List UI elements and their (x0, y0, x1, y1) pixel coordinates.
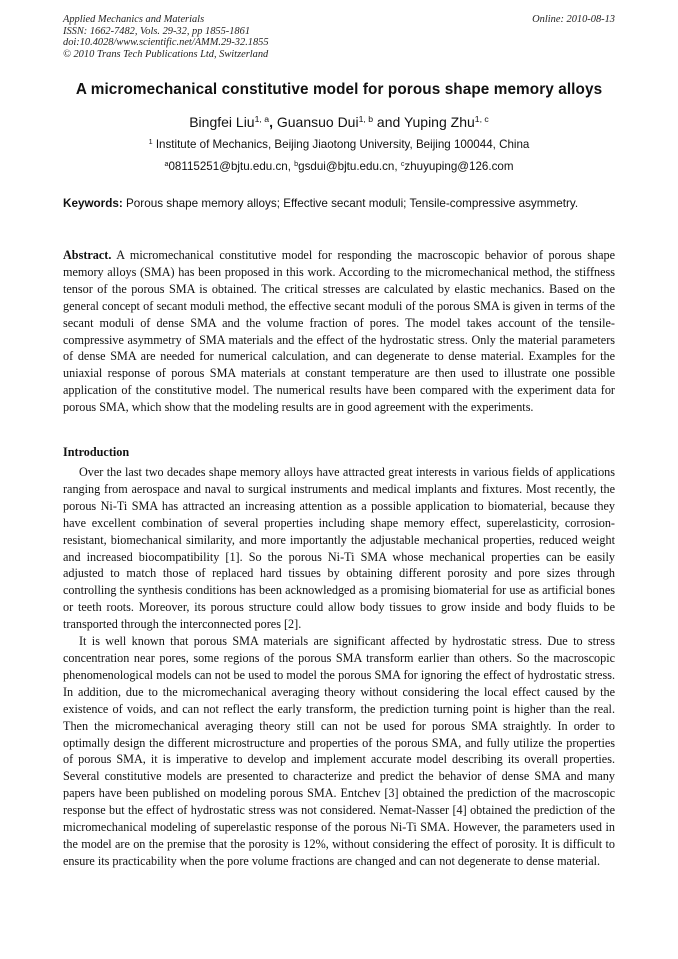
email-address: zhuyuping@126.com (404, 160, 514, 173)
section-heading-introduction: Introduction (63, 445, 130, 459)
introduction-paragraph: Over the last two decades shape memory alloys have attracted great interests in various fields of applications ranging from aerospace and naval to surgical instruments and medical implants and fixtures. Most recently, the porous Ni-Ti SMA has attracted an increasing attention as a possible application to biomaterial, because they have excellent combination of several properties including shape memory effect, superelasticity, corrosion-resistant, biomechanical similarity, and more importantly the adjustable mechanical properties, reduced weight and increased biocompatibility [1]. So the porous Ni-Ti SMA whose mechanical properties can be easily adjusted to match those of replaced hard tissues by obtaining different porosity and pore sizes through controlling the synthesis conditions has been acknowledged as a promising biomaterial for use as artificial bones or teeth roots. Moreover, its porous structure could allow body tissues to grow inside and body fluids to be transported through the interconnected pores [2]. (63, 465, 615, 632)
author-name: Yuping Zhu (403, 114, 475, 130)
introduction-paragraph: It is well known that porous SMA materials are significant affected by hydrostatic stress. Due to stress concentration near pores, some regions of the porous SMA transform earlier than others. So the macroscopic phenomenological models can not be used to model the porous SMA for ignoring the effect of hydrostatic stress. In addition, due to the micromechanical averaging theory without considering the local effect caused by the existence of voids, and can not reflect the early transform, the prediction turning point is higher than the real. Then the micromechanical averaging theory still can not be used for porous SMA straightly. In order to optimally design the different microstructure and properties of the porous SMA, and fully utilize the properties of porous SMA, it is imperative to develop and implement accurate model describing its overall properties. Several constitutive models are presented to characterize and predict the behavior of dense SMA and many papers have been published on modeling porous SMA. Entchev [3] obtained the prediction of the macroscopic response but the effect of hydrostatic stress was not considered. Nemat-Nasser [4] obtained the prediction of the micromechanical modeling of superelastic response of the porous Ni-Ti SMA. However, the parameters used in the model are on the premise that the porosity is 12%, without considering the effect of porosity. It is difficult to ensure its practicability when the pore volume fractions are changed and can not degenerate to dense material. (63, 634, 615, 868)
author-separator: , (269, 114, 277, 130)
journal-name: Applied Mechanics and Materials (63, 14, 205, 25)
author-name: Bingfei Liu (189, 114, 255, 130)
email-address: gsdui@bjtu.edu.cn, (298, 160, 401, 173)
paper-title: A micromechanical constitutive model for porous shape memory alloys (75, 81, 603, 98)
affiliation-text: Institute of Mechanics, Beijing Jiaotong University, Beijing 100044, China (152, 138, 530, 151)
issn-line: ISSN: 1662-7482, Vols. 29-32, pp 1855-1861 (63, 25, 251, 37)
author-separator: and (373, 114, 404, 130)
email-superscript: a (164, 159, 169, 169)
author-superscript: 1, b (358, 114, 374, 125)
email-superscript: c (400, 159, 405, 169)
copyright-line: © 2010 Trans Tech Publications Ltd, Switzerland (63, 48, 269, 60)
doi-line: doi:10.4028/www.scientific.net/AMM.29-32.1855 (63, 37, 269, 49)
keywords-text: Porous shape memory alloys; Effective secant moduli; Tensile-compressive asymmetry. (122, 197, 579, 210)
keywords (63, 197, 615, 212)
affiliation (0, 138, 678, 151)
abstract-label: Abstract. (63, 248, 112, 262)
email-address: 08115251@bjtu.edu.cn, (168, 160, 295, 173)
journal-header (63, 14, 615, 60)
keywords-label: Keywords: (63, 197, 123, 210)
email-superscript: b (294, 159, 299, 169)
abstract-text: A micromechanical constitutive model for responding the macroscopic behavior of porous shape memory alloys (SMA) has been proposed in this work. According to the micromechanical method, the stiffness tensor of the porous SMA is obtained. The critical stresses are calculated by elastic mechanics. Based on the general concept of secant moduli method, the effective secant moduli of the porous SMA is given in terms of the secant moduli of dense SMA and the volume fraction of pores. The model takes account of the tensile-compressive asymmetry of SMA materials and the effect of the hydrostatic stress. Only the material parameters of dense SMA are needed for numerical calculation, and can degenerate to dense material. Examples for the uniaxial response of porous SMA materials at constant temperature are then used to illustrate one possible application of the constitutive model. The numerical results have been compared with the experiment data for porous SMA, which show that the modeling results are in good agreement with the experiments. (63, 248, 615, 415)
introduction-body (63, 464, 615, 870)
online-date: Online: 2010-08-13 (532, 14, 615, 25)
abstract (63, 247, 615, 416)
author-superscript: 1, a (254, 114, 270, 125)
author-list (0, 114, 678, 130)
author-name: Guansuo Dui (276, 114, 359, 130)
affiliation-superscript: 1 (148, 137, 153, 147)
author-superscript: 1, c (474, 114, 489, 125)
author-emails (0, 160, 678, 173)
